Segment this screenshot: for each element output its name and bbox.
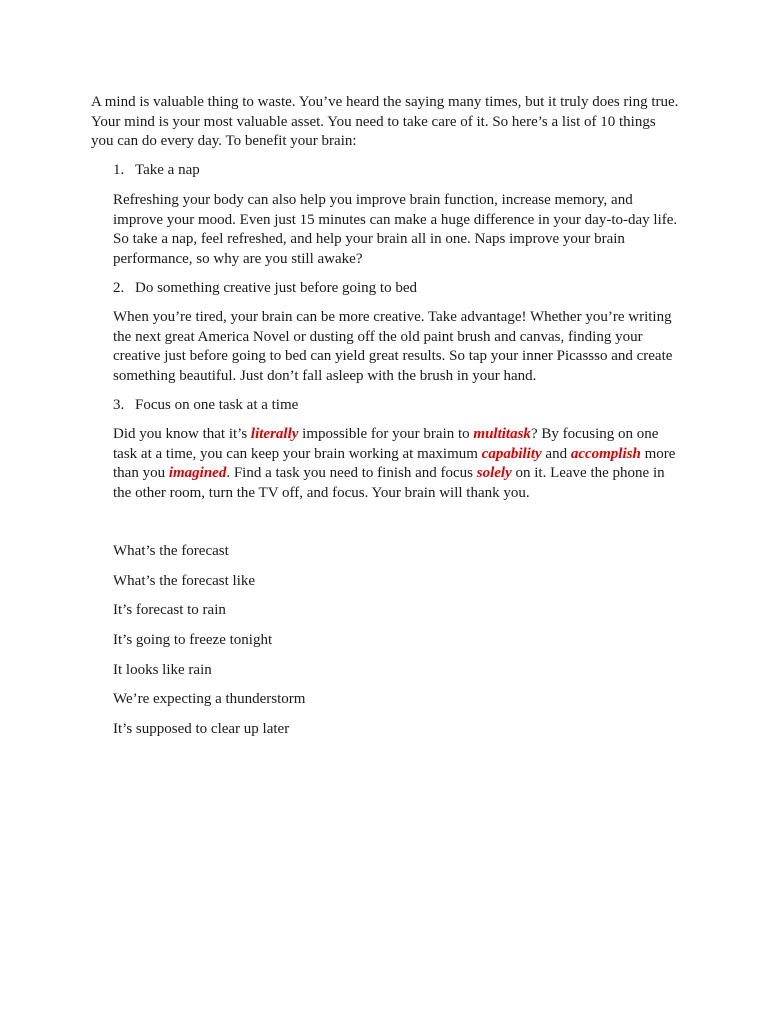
emphasis-multitask: multitask bbox=[473, 426, 531, 442]
body-text: ? By focusing on one task at a time, you can keep your brain working at maximum bbox=[113, 426, 659, 462]
emphasis-capability: capability bbox=[481, 445, 542, 462]
list-item-1-number: 1. bbox=[113, 162, 125, 178]
emphasis-imagined: imagined bbox=[168, 465, 227, 481]
body-text: impossible for your brain to bbox=[298, 426, 474, 442]
emphasis-literally: literally bbox=[250, 426, 299, 442]
list-item-2-body: When you’re tired, your brain can be more creative. Take advantage! Whether you’re writing the next great America Novel or dusting off the old paint brush and canvas, finding your creative just before going to bed can yield great results. So tap your inner Picassso and create something beautiful. Just don’t fall asleep with the brush in your hand. bbox=[113, 309, 673, 384]
body-text: more than you bbox=[113, 445, 676, 481]
phrase-line-2: What’s the forecast like bbox=[113, 573, 256, 589]
list-item-2-number: 2. bbox=[113, 280, 125, 296]
phrase-line-1: What’s the forecast bbox=[113, 543, 229, 559]
phrase-line-6: We’re expecting a thunderstorm bbox=[113, 691, 306, 707]
body-text: Did you know that it’s bbox=[113, 426, 251, 442]
list-item-3-body bbox=[113, 425, 685, 503]
emphasis-accomplish: accomplish bbox=[570, 445, 641, 462]
phrase-line-4: It’s going to freeze tonight bbox=[113, 632, 273, 648]
body-text: on it. Leave the phone in the other room, turn the TV off, and focus. Your brain will thank you. bbox=[113, 465, 665, 501]
list-item-2-heading bbox=[113, 279, 417, 299]
body-text: . Find a task you need to finish and focus bbox=[226, 465, 477, 481]
phrase-line-7: It’s supposed to clear up later bbox=[113, 721, 290, 737]
list-item-1-heading bbox=[113, 161, 200, 181]
body-text: and bbox=[541, 445, 571, 462]
list-item-2-title: Do something creative just before going to bed bbox=[135, 280, 418, 296]
list-item-1-title: Take a nap bbox=[135, 162, 200, 178]
list-item-1-body: Refreshing your body can also help you improve brain function, increase memory, and improve your mood. Even just 15 minutes can make a huge difference in your day-to-day life. So take a nap, feel refreshed, and help your brain all in one. Naps improve your brain performance, so why are you still awake? bbox=[113, 192, 678, 267]
phrase-line-5: It looks like rain bbox=[113, 662, 212, 678]
emphasis-solely: solely bbox=[476, 465, 512, 481]
list-item-3-number: 3. bbox=[113, 397, 125, 413]
list-item-3-heading bbox=[113, 396, 298, 416]
phrase-line-3: It’s forecast to rain bbox=[113, 602, 226, 618]
intro-paragraph: A mind is valuable thing to waste. You’ve heard the saying many times, but it truly does ring true. Your mind is your most valuable asset. You need to take care of it. So here’s a list of 10 things you can do every day. To benefit your brain: bbox=[91, 94, 679, 149]
list-item-3-title: Focus on one task at a time bbox=[135, 397, 299, 413]
